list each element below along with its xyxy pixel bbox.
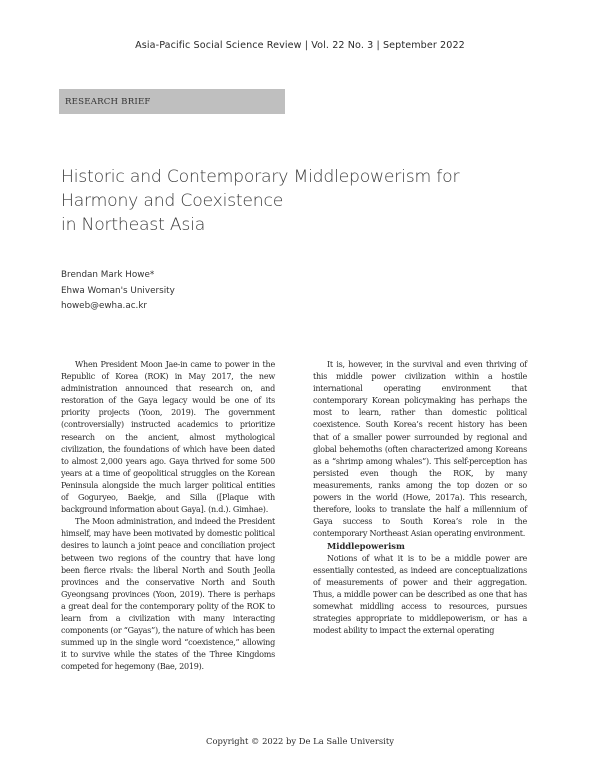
title-line: Harmony and Coexistence: [61, 191, 284, 211]
body-paragraph: When President Moon Jae-in came to power in the Republic of Korea (ROK) in May 2017, the new administration announced that research on, and restoration of the Gaya legacy would be one of its priority projects (Yoon, 2019). The government (controversially) instructed academics to prioritize research on the ancient, almost mythological civilization, the foundations of which have been dated to almost 2,000 years ago. Gaya thrived for some 500 years at a time of geopolitical struggles on the Korean Peninsula alongside the much larger political entities of Goguryeo, Baekje, and Silla ([Plaque with background information about Gaya]. (n.d.). Gimhae).: [61, 360, 275, 515]
article-title: [61, 165, 541, 237]
title-line: Historic and Contemporary Middlepowerism for: [61, 167, 460, 187]
author-name: Brendan Mark Howe*: [61, 270, 155, 280]
body-paragraph: It is, however, in the survival and even thriving of this middle power civilization within a hostile international operating environment that contemporary Korean policymaking has perhaps the most to learn, rather than domestic political coexistence. South Korea’s recent history has been that of a smaller power surrounded by regional and global behemoths (often characterized among Koreans as a “shrimp among whales”). This self-perception has persisted even though the ROK, by many measurements, ranks among the top dozen or so powers in the world (Howe, 2017a). This research, therefore, looks to translate the half a millennium of Gaya success to South Korea’s role in the contemporary Northeast Asian operating environment.: [313, 360, 527, 539]
left-column: [61, 359, 275, 673]
author-affiliation: Ehwa Woman's University: [61, 285, 175, 296]
author-block: [61, 268, 175, 315]
author-email: howeb@ewha.ac.kr: [61, 301, 148, 311]
right-column: [313, 359, 527, 637]
research-brief-label: RESEARCH BRIEF: [65, 96, 151, 107]
body-paragraph: Notions of what it is to be a middle power are essentially contested, as indeed are conceptualizations of measurements of power and their aggregation. Thus, a middle power can be described as one that has somewhat middling access to resources, pursues strategies appropriate to middlepowerism, or has a modest ability to impact the external operating: [313, 553, 527, 636]
research-brief-banner: [59, 89, 285, 114]
copyright-footer: Copyright © 2022 by De La Salle University: [206, 736, 394, 746]
section-heading: Middlepowerism: [327, 541, 405, 552]
title-line: in Northeast Asia: [61, 215, 206, 235]
running-header: Asia-Pacific Social Science Review | Vol. 22 No. 3 | September 2022: [135, 40, 465, 51]
body-paragraph: The Moon administration, and indeed the President himself, may have been motivated by domestic political desires to launch a joint peace and conciliation project between two regions of the country that have long been fierce rivals: the liberal North and South Jeolla provinces and the conservative North and South Gyeongsang provinces (Yoon, 2019). There is perhaps a great deal for the contemporary polity of the ROK to learn from a civilization with many interacting components (or “Gayas”), the nature of which has been summed up in the single word “coexistence,” allowing it to survive while the states of the Three Kingdoms competed for hegemony (Bae, 2019).: [61, 517, 275, 672]
